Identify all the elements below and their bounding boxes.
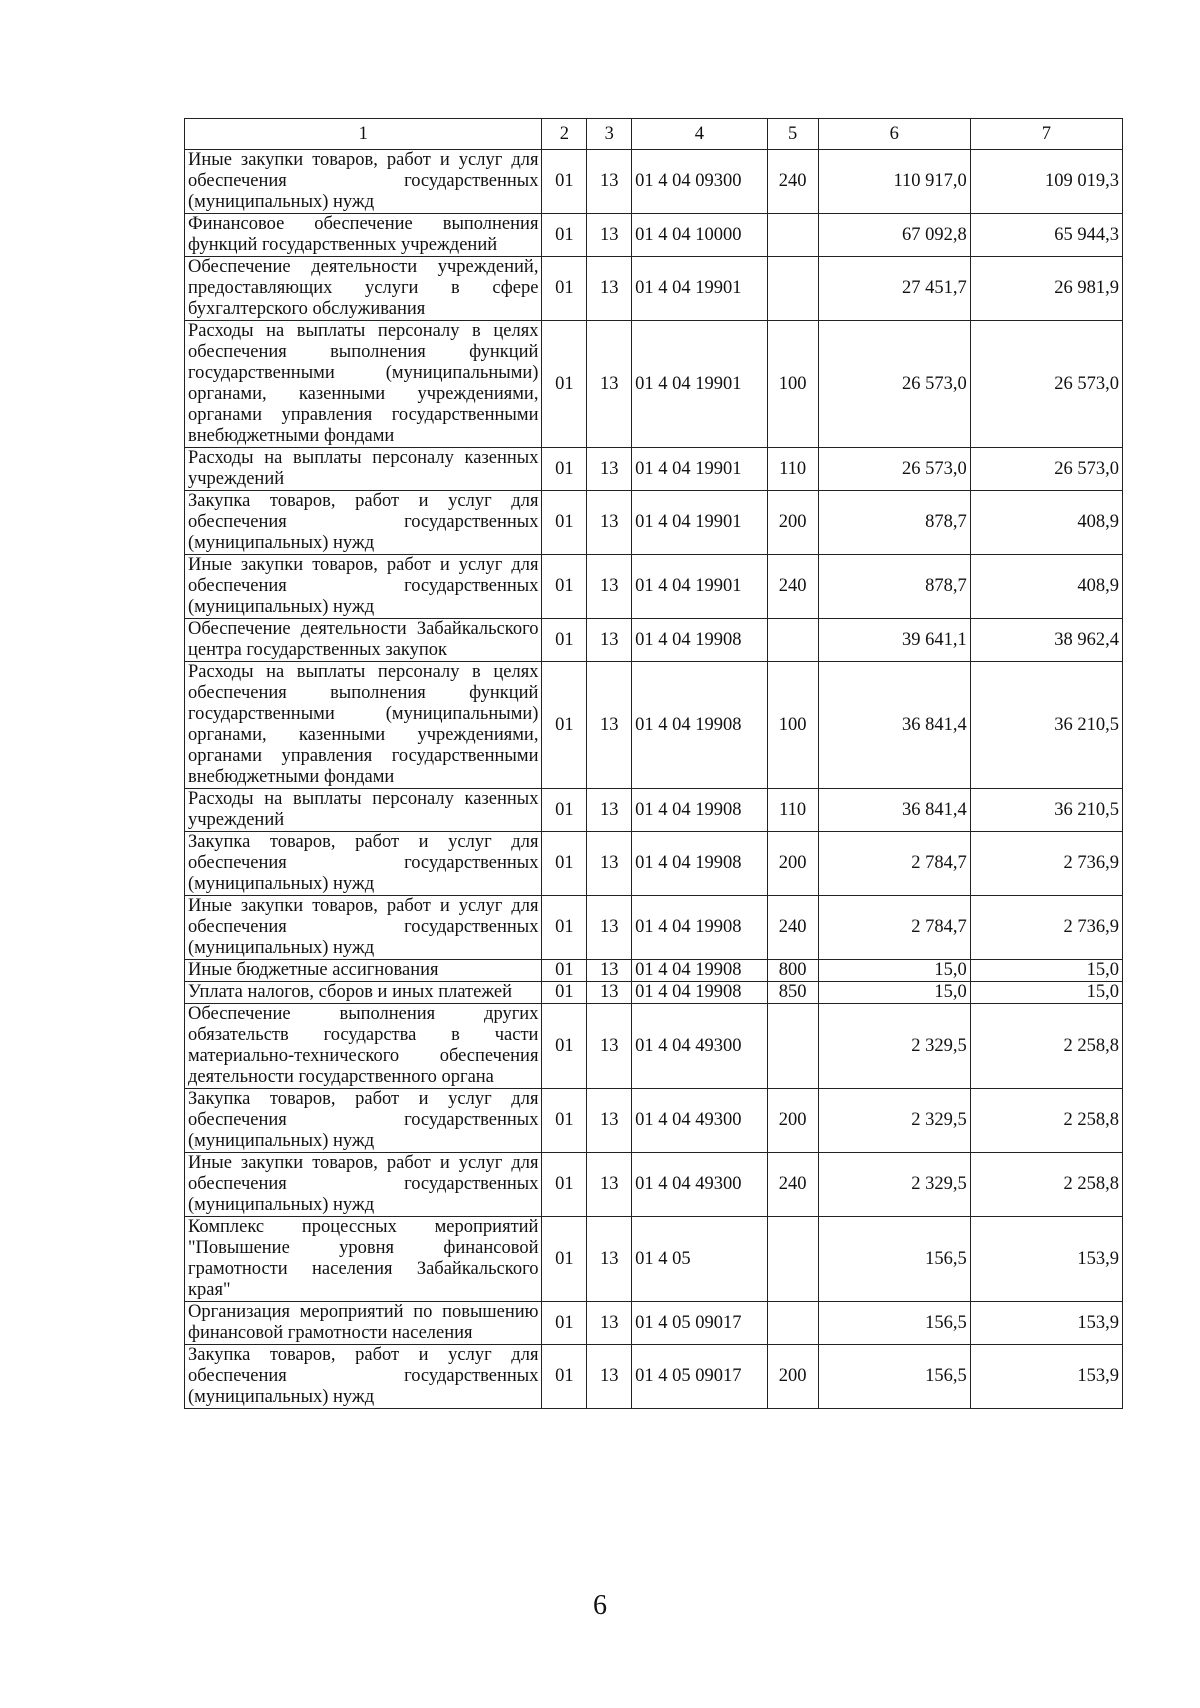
cell-target-code: 01 4 04 19908 [632, 619, 767, 662]
cell-target-code: 01 4 04 10000 [632, 214, 767, 257]
cell-amount-6: 26 573,0 [818, 321, 970, 448]
cell-amount-6: 878,7 [818, 555, 970, 619]
cell-amount-7: 408,9 [970, 491, 1122, 555]
cell-amount-6: 15,0 [818, 960, 970, 982]
table-row [185, 1153, 1123, 1217]
cell-subsection: 13 [587, 448, 632, 491]
table-row [185, 491, 1123, 555]
cell-target-code: 01 4 04 19901 [632, 491, 767, 555]
cell-description: Закупка товаров, работ и услуг для обеспечения государственных (муниципальных) нужд [185, 491, 542, 555]
cell-section: 01 [542, 960, 587, 982]
table-row [185, 1217, 1123, 1302]
cell-description: Иные бюджетные ассигнования [185, 960, 542, 982]
cell-subsection: 13 [587, 214, 632, 257]
cell-amount-7: 26 573,0 [970, 321, 1122, 448]
cell-description: Иные закупки товаров, работ и услуг для обеспечения государственных (муниципальных) нужд [185, 555, 542, 619]
table-row [185, 982, 1123, 1004]
table-row [185, 896, 1123, 960]
header-col-3: 3 [587, 119, 632, 150]
cell-target-code: 01 4 04 49300 [632, 1004, 767, 1089]
cell-amount-7: 15,0 [970, 960, 1122, 982]
cell-section: 01 [542, 491, 587, 555]
table-row [185, 619, 1123, 662]
table-row [185, 448, 1123, 491]
cell-target-code: 01 4 04 19901 [632, 555, 767, 619]
cell-subsection: 13 [587, 1089, 632, 1153]
cell-target-code: 01 4 04 19901 [632, 321, 767, 448]
cell-target-code: 01 4 04 09300 [632, 150, 767, 214]
cell-amount-7: 153,9 [970, 1345, 1122, 1409]
cell-amount-6: 39 641,1 [818, 619, 970, 662]
cell-expense-type: 850 [767, 982, 818, 1004]
cell-subsection: 13 [587, 1345, 632, 1409]
cell-amount-7: 2 736,9 [970, 832, 1122, 896]
cell-target-code: 01 4 05 [632, 1217, 767, 1302]
cell-section: 01 [542, 1153, 587, 1217]
cell-description: Финансовое обеспечение выполнения функций государственных учреждений [185, 214, 542, 257]
cell-amount-7: 26 573,0 [970, 448, 1122, 491]
cell-amount-6: 2 784,7 [818, 896, 970, 960]
cell-description: Уплата налогов, сборов и иных платежей [185, 982, 542, 1004]
cell-section: 01 [542, 321, 587, 448]
table-header [185, 119, 1123, 150]
cell-section: 01 [542, 1004, 587, 1089]
cell-subsection: 13 [587, 662, 632, 789]
cell-description: Расходы на выплаты персоналу в целях обеспечения выполнения функций государственными (муниципальными) органами, казенными учреждениями, органами управления государственными внебюджетными фондами [185, 321, 542, 448]
table-row [185, 214, 1123, 257]
cell-section: 01 [542, 555, 587, 619]
cell-subsection: 13 [587, 491, 632, 555]
cell-target-code: 01 4 04 19908 [632, 832, 767, 896]
cell-section: 01 [542, 832, 587, 896]
cell-description: Организация мероприятий по повышению финансовой грамотности населения [185, 1302, 542, 1345]
cell-section: 01 [542, 1345, 587, 1409]
cell-section: 01 [542, 1089, 587, 1153]
cell-target-code: 01 4 04 49300 [632, 1153, 767, 1217]
cell-target-code: 01 4 04 19908 [632, 789, 767, 832]
cell-amount-6: 27 451,7 [818, 257, 970, 321]
cell-subsection: 13 [587, 555, 632, 619]
table-row [185, 257, 1123, 321]
header-col-6: 6 [818, 119, 970, 150]
cell-subsection: 13 [587, 321, 632, 448]
page-number: 6 [593, 1590, 607, 1621]
table-row [185, 789, 1123, 832]
cell-subsection: 13 [587, 1153, 632, 1217]
cell-description: Обеспечение деятельности Забайкальского центра государственных закупок [185, 619, 542, 662]
cell-target-code: 01 4 04 19908 [632, 982, 767, 1004]
cell-description: Закупка товаров, работ и услуг для обеспечения государственных (муниципальных) нужд [185, 832, 542, 896]
cell-description: Закупка товаров, работ и услуг для обеспечения государственных (муниципальных) нужд [185, 1345, 542, 1409]
cell-amount-6: 156,5 [818, 1217, 970, 1302]
cell-expense-type: 240 [767, 150, 818, 214]
cell-expense-type: 240 [767, 896, 818, 960]
header-col-2: 2 [542, 119, 587, 150]
cell-amount-6: 36 841,4 [818, 662, 970, 789]
cell-section: 01 [542, 150, 587, 214]
cell-subsection: 13 [587, 1302, 632, 1345]
cell-amount-6: 878,7 [818, 491, 970, 555]
table-row [185, 1302, 1123, 1345]
cell-amount-6: 156,5 [818, 1302, 970, 1345]
cell-description: Комплекс процессных мероприятий "Повышение уровня финансовой грамотности населения Забайкальского края" [185, 1217, 542, 1302]
cell-target-code: 01 4 05 09017 [632, 1302, 767, 1345]
cell-amount-7: 153,9 [970, 1302, 1122, 1345]
cell-expense-type: 800 [767, 960, 818, 982]
cell-description: Обеспечение выполнения других обязательств государства в части материально-технического обеспечения деятельности государственного органа [185, 1004, 542, 1089]
cell-expense-type [767, 257, 818, 321]
cell-amount-7: 65 944,3 [970, 214, 1122, 257]
cell-amount-6: 2 329,5 [818, 1004, 970, 1089]
cell-section: 01 [542, 214, 587, 257]
cell-expense-type: 110 [767, 448, 818, 491]
cell-target-code: 01 4 05 09017 [632, 1345, 767, 1409]
cell-subsection: 13 [587, 1217, 632, 1302]
cell-expense-type: 110 [767, 789, 818, 832]
cell-target-code: 01 4 04 19908 [632, 662, 767, 789]
budget-table [184, 118, 1123, 1409]
cell-expense-type: 100 [767, 321, 818, 448]
table-row [185, 321, 1123, 448]
cell-expense-type [767, 619, 818, 662]
cell-amount-6: 2 329,5 [818, 1153, 970, 1217]
cell-expense-type: 200 [767, 832, 818, 896]
table-row [185, 1345, 1123, 1409]
cell-expense-type: 200 [767, 491, 818, 555]
cell-subsection: 13 [587, 257, 632, 321]
cell-amount-7: 2 258,8 [970, 1089, 1122, 1153]
cell-expense-type: 100 [767, 662, 818, 789]
cell-subsection: 13 [587, 982, 632, 1004]
table-row [185, 960, 1123, 982]
cell-section: 01 [542, 896, 587, 960]
cell-section: 01 [542, 257, 587, 321]
cell-amount-6: 15,0 [818, 982, 970, 1004]
header-row [185, 119, 1123, 150]
cell-description: Обеспечение деятельности учреждений, предоставляющих услуги в сфере бухгалтерского обслуживания [185, 257, 542, 321]
table-row [185, 1004, 1123, 1089]
cell-section: 01 [542, 619, 587, 662]
cell-target-code: 01 4 04 19901 [632, 257, 767, 321]
cell-expense-type: 240 [767, 555, 818, 619]
cell-subsection: 13 [587, 960, 632, 982]
cell-amount-6: 156,5 [818, 1345, 970, 1409]
cell-subsection: 13 [587, 832, 632, 896]
cell-section: 01 [542, 789, 587, 832]
cell-description: Иные закупки товаров, работ и услуг для обеспечения государственных (муниципальных) нужд [185, 1153, 542, 1217]
cell-amount-7: 153,9 [970, 1217, 1122, 1302]
header-col-1: 1 [185, 119, 542, 150]
cell-subsection: 13 [587, 150, 632, 214]
cell-amount-7: 36 210,5 [970, 662, 1122, 789]
cell-subsection: 13 [587, 619, 632, 662]
cell-target-code: 01 4 04 19908 [632, 960, 767, 982]
table-row [185, 832, 1123, 896]
cell-amount-6: 2 329,5 [818, 1089, 970, 1153]
cell-description: Расходы на выплаты персоналу казенных учреждений [185, 448, 542, 491]
cell-amount-7: 2 258,8 [970, 1004, 1122, 1089]
cell-description: Закупка товаров, работ и услуг для обеспечения государственных (муниципальных) нужд [185, 1089, 542, 1153]
cell-amount-7: 408,9 [970, 555, 1122, 619]
header-col-7: 7 [970, 119, 1122, 150]
cell-amount-7: 36 210,5 [970, 789, 1122, 832]
header-col-5: 5 [767, 119, 818, 150]
cell-expense-type [767, 214, 818, 257]
cell-target-code: 01 4 04 49300 [632, 1089, 767, 1153]
cell-target-code: 01 4 04 19908 [632, 896, 767, 960]
cell-amount-6: 2 784,7 [818, 832, 970, 896]
cell-section: 01 [542, 982, 587, 1004]
cell-expense-type [767, 1302, 818, 1345]
cell-amount-7: 15,0 [970, 982, 1122, 1004]
cell-section: 01 [542, 448, 587, 491]
cell-expense-type: 200 [767, 1089, 818, 1153]
cell-amount-7: 2 736,9 [970, 896, 1122, 960]
cell-expense-type [767, 1217, 818, 1302]
cell-section: 01 [542, 662, 587, 789]
table-row [185, 662, 1123, 789]
cell-amount-7: 26 981,9 [970, 257, 1122, 321]
cell-expense-type [767, 1004, 818, 1089]
table-row [185, 555, 1123, 619]
cell-amount-6: 26 573,0 [818, 448, 970, 491]
cell-description: Расходы на выплаты персоналу в целях обеспечения выполнения функций государственными (муниципальными) органами, казенными учреждениями, органами управления государственными внебюджетными фондами [185, 662, 542, 789]
cell-description: Расходы на выплаты персоналу казенных учреждений [185, 789, 542, 832]
cell-description: Иные закупки товаров, работ и услуг для обеспечения государственных (муниципальных) нужд [185, 896, 542, 960]
cell-amount-6: 67 092,8 [818, 214, 970, 257]
cell-amount-6: 110 917,0 [818, 150, 970, 214]
cell-section: 01 [542, 1217, 587, 1302]
table-row [185, 1089, 1123, 1153]
cell-subsection: 13 [587, 1004, 632, 1089]
header-col-4: 4 [632, 119, 767, 150]
cell-subsection: 13 [587, 896, 632, 960]
cell-description: Иные закупки товаров, работ и услуг для обеспечения государственных (муниципальных) нужд [185, 150, 542, 214]
cell-amount-6: 36 841,4 [818, 789, 970, 832]
table-row [185, 150, 1123, 214]
cell-amount-7: 109 019,3 [970, 150, 1122, 214]
cell-subsection: 13 [587, 789, 632, 832]
cell-section: 01 [542, 1302, 587, 1345]
cell-expense-type: 240 [767, 1153, 818, 1217]
cell-expense-type: 200 [767, 1345, 818, 1409]
table-body [185, 150, 1123, 1409]
cell-amount-7: 38 962,4 [970, 619, 1122, 662]
cell-amount-7: 2 258,8 [970, 1153, 1122, 1217]
cell-target-code: 01 4 04 19901 [632, 448, 767, 491]
